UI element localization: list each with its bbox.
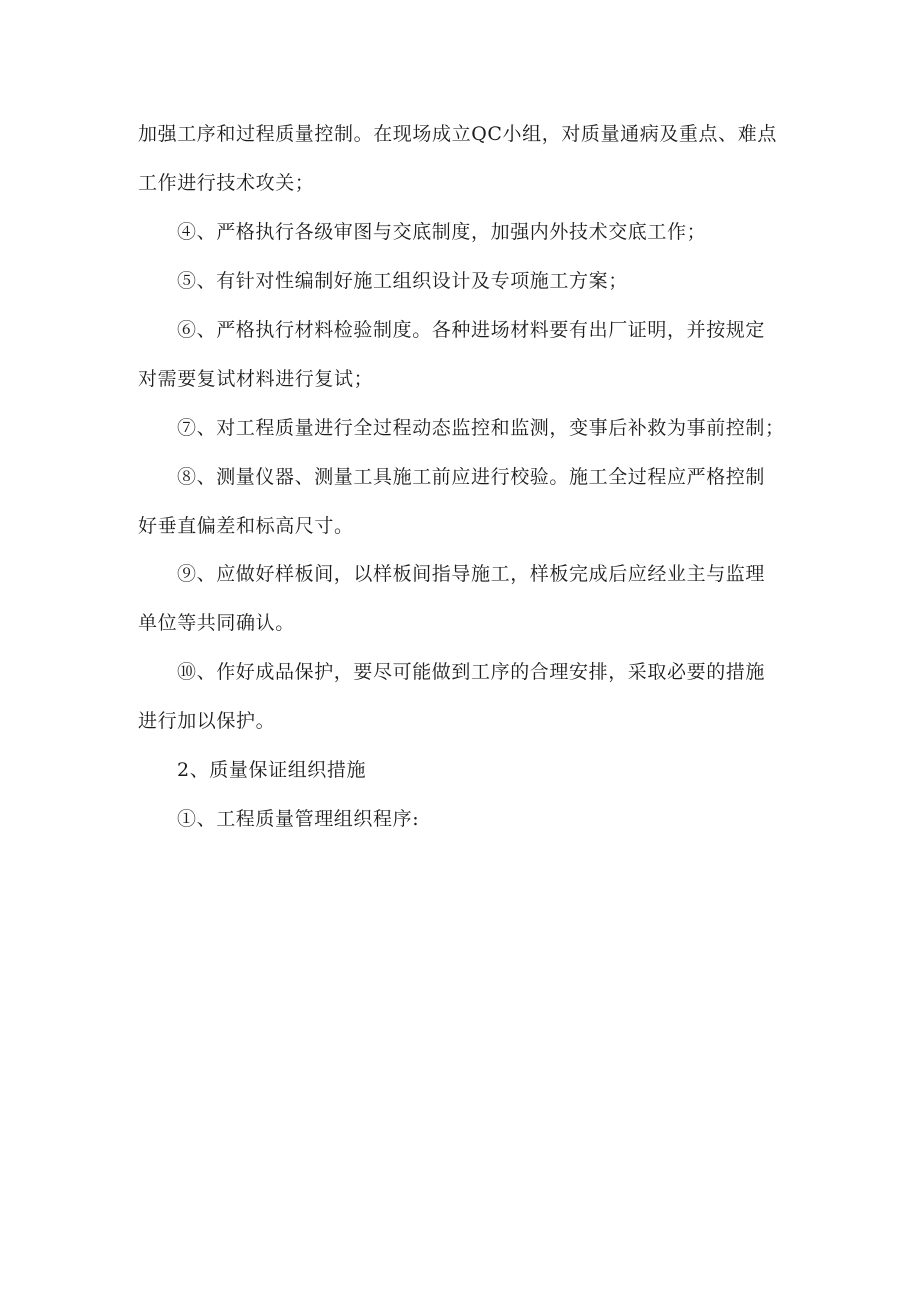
text-line: 对需要复试材料进行复试； (138, 368, 374, 390)
list-item-6: ⑥、严格执行材料检验制度。各种进场材料要有出厂证明，并按规定 (177, 319, 766, 341)
text-line: 进行加以保护。 (138, 710, 276, 732)
list-item-7: ⑦、对工程质量进行全过程动态监控和监测，变事后补救为事前控制； (177, 417, 785, 439)
text-line: 单位等共同确认。 (138, 612, 295, 634)
list-item-1: ①、工程质量管理组织程序: (177, 808, 420, 830)
text-line: 工作进行技术攻关； (138, 172, 315, 194)
section-heading: 2、质量保证组织措施 (177, 759, 367, 781)
list-item-8: ⑧、测量仪器、测量工具施工前应进行校验。施工全过程应严格控制 (177, 466, 766, 488)
text-line: 好垂直偏差和标高尺寸。 (138, 515, 354, 537)
list-item-9: ⑨、应做好样板间，以样板间指导施工，样板完成后应经业主与监理 (177, 563, 766, 585)
text-line: 加强工序和过程质量控制。在现场成立QC小组，对质量通病及重点、难点 (138, 123, 777, 145)
list-item-5: ⑤、有针对性编制好施工组织设计及专项施工方案； (177, 270, 628, 292)
list-item-4: ④、严格执行各级审图与交底制度，加强内外技术交底工作； (177, 221, 707, 243)
list-item-10: ⑩、作好成品保护，要尽可能做到工序的合理安排，采取必要的措施 (177, 661, 766, 683)
